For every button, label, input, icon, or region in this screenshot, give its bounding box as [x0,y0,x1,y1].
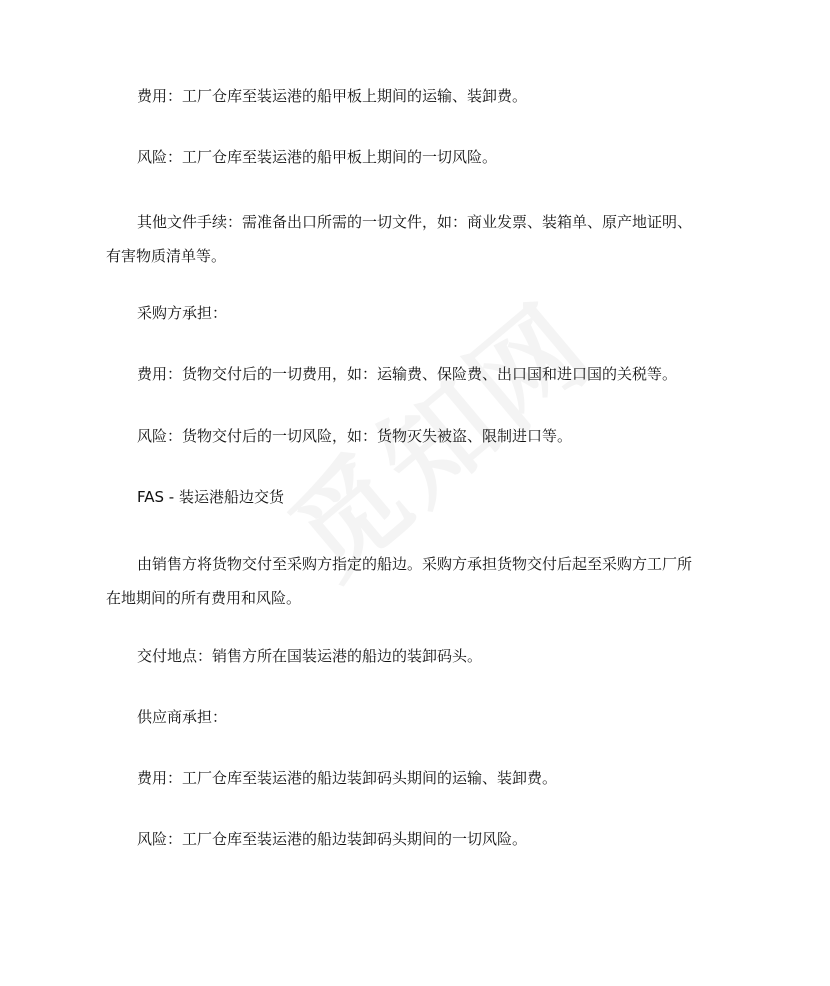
paragraph-text-cont: 在地期间的所有费用和风险。 [106,589,302,607]
paragraph-text: 费用：货物交付后的一切费用，如：运输费、保险费、出口国和进口国的关税等。 [137,365,678,383]
paragraph-text: 由销售方将货物交付至采购方指定的船边。采购方承担货物交付后起至采购方工厂所 [137,555,693,573]
paragraph-text: 费用：工厂仓库至装运港的船甲板上期间的运输、装卸费。 [137,87,528,105]
paragraph-text: FAS - 装运港船边交货 [137,488,284,506]
paragraph-risk-supplier [106,822,726,856]
paragraph-text: 采购方承担： [137,304,228,322]
paragraph-text: 费用：工厂仓库至装运港的船边装卸码头期间的运输、装卸费。 [137,769,558,787]
paragraph-text: 交付地点：销售方所在国装运港的船边的装卸码头。 [137,647,483,665]
paragraph-risk-seller [106,140,726,174]
paragraph-text: 风险：工厂仓库至装运港的船边装卸码头期间的一切风险。 [137,830,528,848]
paragraph-fee-seller [106,79,726,113]
paragraph-other-docs [106,205,726,273]
heading-fas [106,480,726,514]
paragraph-text: 风险：工厂仓库至装运港的船甲板上期间的一切风险。 [137,148,498,166]
paragraph-text-cont: 有害物质清单等。 [106,247,227,265]
heading-buyer-bears [106,296,726,330]
paragraph-text: 其他文件手续：需准备出口所需的一切文件，如：商业发票、装箱单、原产地证明、 [137,213,693,231]
paragraph-risk-buyer [106,419,726,453]
heading-supplier-bears [106,700,726,734]
paragraph-fee-buyer [106,357,726,391]
paragraph-text: 风险：货物交付后的一切风险，如：货物灭失被盗、限制进口等。 [137,427,573,445]
paragraph-text: 供应商承担： [137,708,228,726]
paragraph-fee-supplier [106,761,726,795]
paragraph-fas-definition [106,547,726,615]
paragraph-delivery-place [106,639,726,673]
